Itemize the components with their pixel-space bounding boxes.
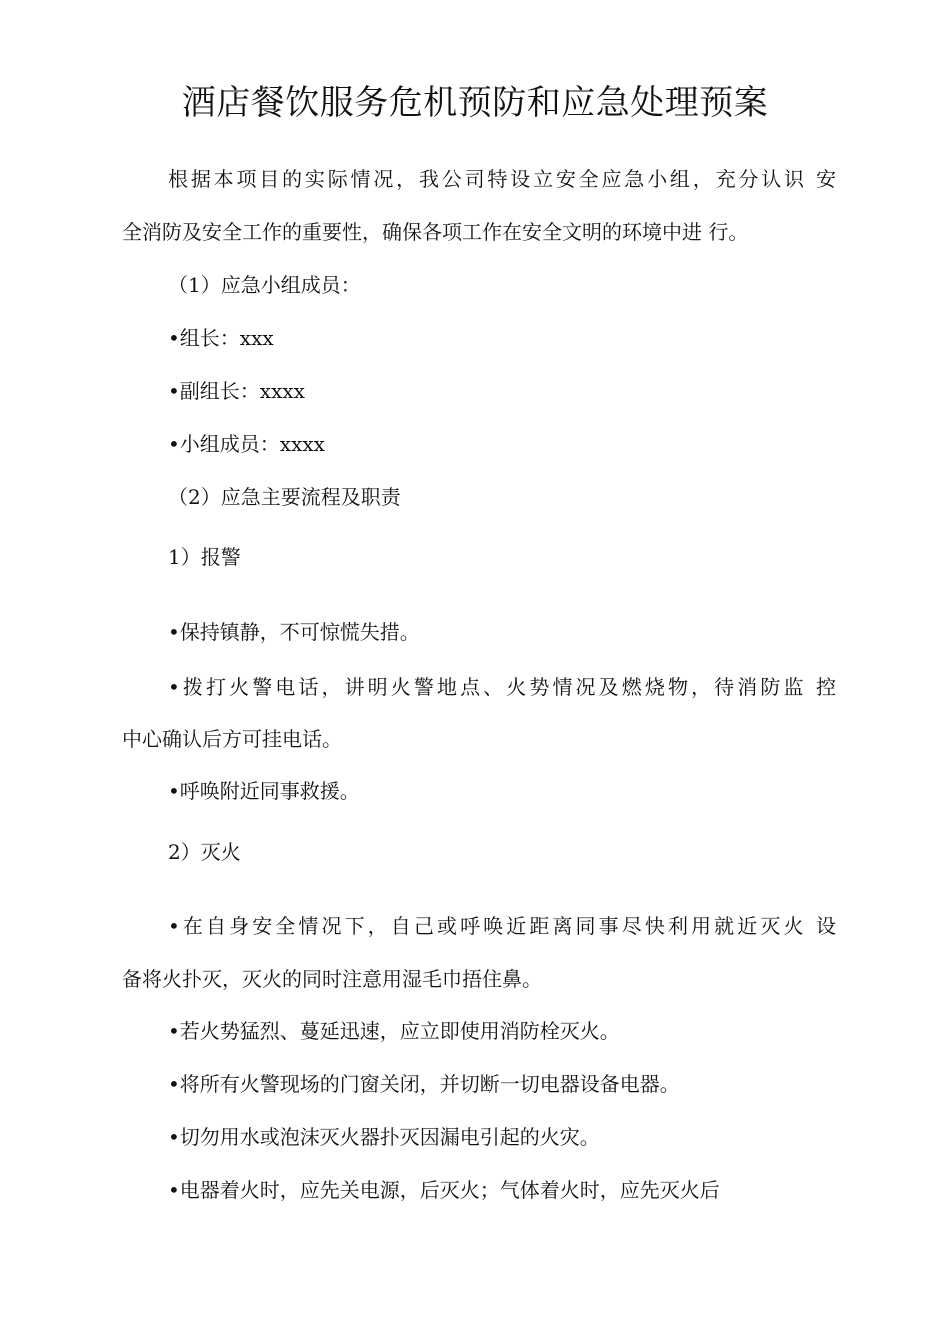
list-item: •拨打火警电话，讲明火警地点、火势情况及燃烧物，待消防监 控 [168, 675, 836, 699]
list-item: •电器着火时，应先关电源，后灭火；气体着火时，应先灭火后 [168, 1178, 720, 1202]
list-item: •小组成员：xxxx [168, 432, 325, 456]
section-heading: （1）应急小组成员： [168, 273, 361, 297]
list-item: •将所有火警现场的门窗关闭，并切断一切电器设备电器。 [168, 1072, 680, 1096]
list-item-continuation: 备将火扑灭，灭火的同时注意用湿毛巾捂住鼻。 [122, 967, 542, 991]
list-item: •保持镇静，不可惊慌失措。 [168, 620, 420, 644]
list-item: •呼唤附近同事救援。 [168, 779, 360, 803]
paragraph-line: 全消防及安全工作的重要性，确保各项工作在安全文明的环境中进 行。 [122, 220, 749, 244]
section-heading: （2）应急主要流程及职责 [168, 485, 401, 509]
list-item: •在自身安全情况下，自己或呼唤近距离同事尽快利用就近灭火 设 [168, 914, 836, 938]
subsection-heading: 1）报警 [168, 545, 241, 569]
subsection-heading: 2）灭火 [168, 840, 241, 864]
paragraph-line: 根据本项目的实际情况，我公司特设立安全应急小组，充分认识 安 [168, 167, 836, 191]
list-item: •切勿用水或泡沫灭火器扑灭因漏电引起的火灾。 [168, 1125, 600, 1149]
list-item-continuation: 中心确认后方可挂电话。 [122, 727, 342, 751]
list-item: •组长：xxx [168, 326, 274, 350]
document-title: 酒店餐饮服务危机预防和应急处理预案 [181, 83, 769, 123]
list-item: •副组长：xxxx [168, 379, 305, 403]
list-item: •若火势猛烈、蔓延迅速，应立即使用消防栓灭火。 [168, 1019, 620, 1043]
